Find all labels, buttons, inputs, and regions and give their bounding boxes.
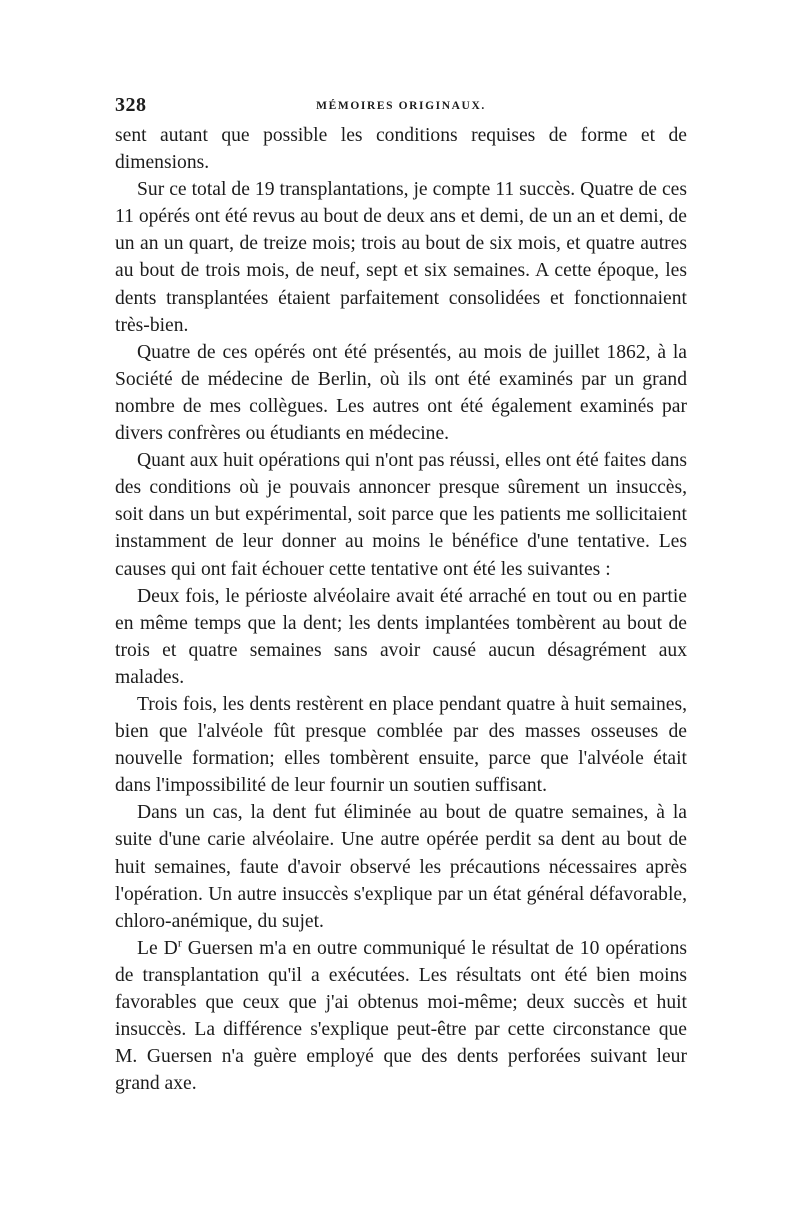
- paragraph: Trois fois, les dents restèrent en place pendant quatre à huit semaines, bien que l'alvéole fût presque comblée par des masses osseuses de nouvelle formation; elles tombèrent ensuite, parce que l'alvéole était dans l'impossibilité de leur fournir un soutien suffisant.: [115, 693, 687, 797]
- body-text: [115, 122, 687, 1097]
- page-number: 328: [115, 94, 147, 116]
- paragraph: Quant aux huit opérations qui n'ont pas réussi, elles ont été faites dans des conditions où je pouvais annoncer presque sûrement un insuccès, soit dans un but expérimental, soit parce que les patients me sollicitaient instamment de leur donner au moins le bénéfice d'une tentative. Les causes qui ont fait échouer cette tentative ont été les suivantes :: [115, 450, 687, 580]
- paragraph: Deux fois, le périoste alvéolaire avait été arraché en tout ou en partie en même temps que la dent; les dents implantées tombèrent au bout de trois et quatre semaines sans avoir causé aucun désagrément aux malades.: [115, 585, 687, 688]
- paragraph-guersen: [115, 935, 687, 1098]
- paragraph: Dans un cas, la dent fut éliminée au bout de quatre semaines, à la suite d'une carie alvéolaire. Une autre opérée perdit sa dent au bout de huit semaines, faute d'avoir observé les précautions nécessaires après l'opération. Un autre insuccès s'explique par un état général défavorable, chloro-anémique, du sujet.: [115, 802, 687, 932]
- running-title: MÉMOIRES ORIGINAUX.: [316, 100, 486, 112]
- doctor-superscript: r: [177, 935, 182, 950]
- paragraph-continuation: sent autant que possible les conditions requises de forme et de dimensions.: [115, 125, 687, 174]
- paragraph: Sur ce total de 19 transplantations, je compte 11 succès. Quatre de ces 11 opérés ont été revus au bout de deux ans et demi, de un an et demi, de un an un quart, de treize mois; trois au bout de six mois, et quatre autres au bout de trois mois, de neuf, sept et six semaines. A cette époque, les dents transplantées étaient parfaitement consolidées et fonctionnaient très-bien.: [115, 179, 687, 336]
- paragraph-text: Guersen m'a en outre communiqué le résultat de 10 opérations de transplantation qu'il a exécutées. Les résultats ont été bien moins favorables que ceux que j'ai obtenus moi-même; deux succès et huit insuccès. La différence s'explique peut-être par cette circonstance que M. Guersen n'a guère employé que des dents perforées suivant leur grand axe.: [115, 937, 688, 1095]
- book-page: [115, 94, 687, 1097]
- paragraph: Quatre de ces opérés ont été présentés, au mois de juillet 1862, à la Société de médecine de Berlin, où ils ont été examinés par un grand nombre de mes collègues. Les autres ont été également examinés par divers confrères ou étudiants en médecine.: [115, 341, 687, 445]
- page-header: [115, 94, 687, 120]
- paragraph-prefix: Le D: [137, 937, 178, 959]
